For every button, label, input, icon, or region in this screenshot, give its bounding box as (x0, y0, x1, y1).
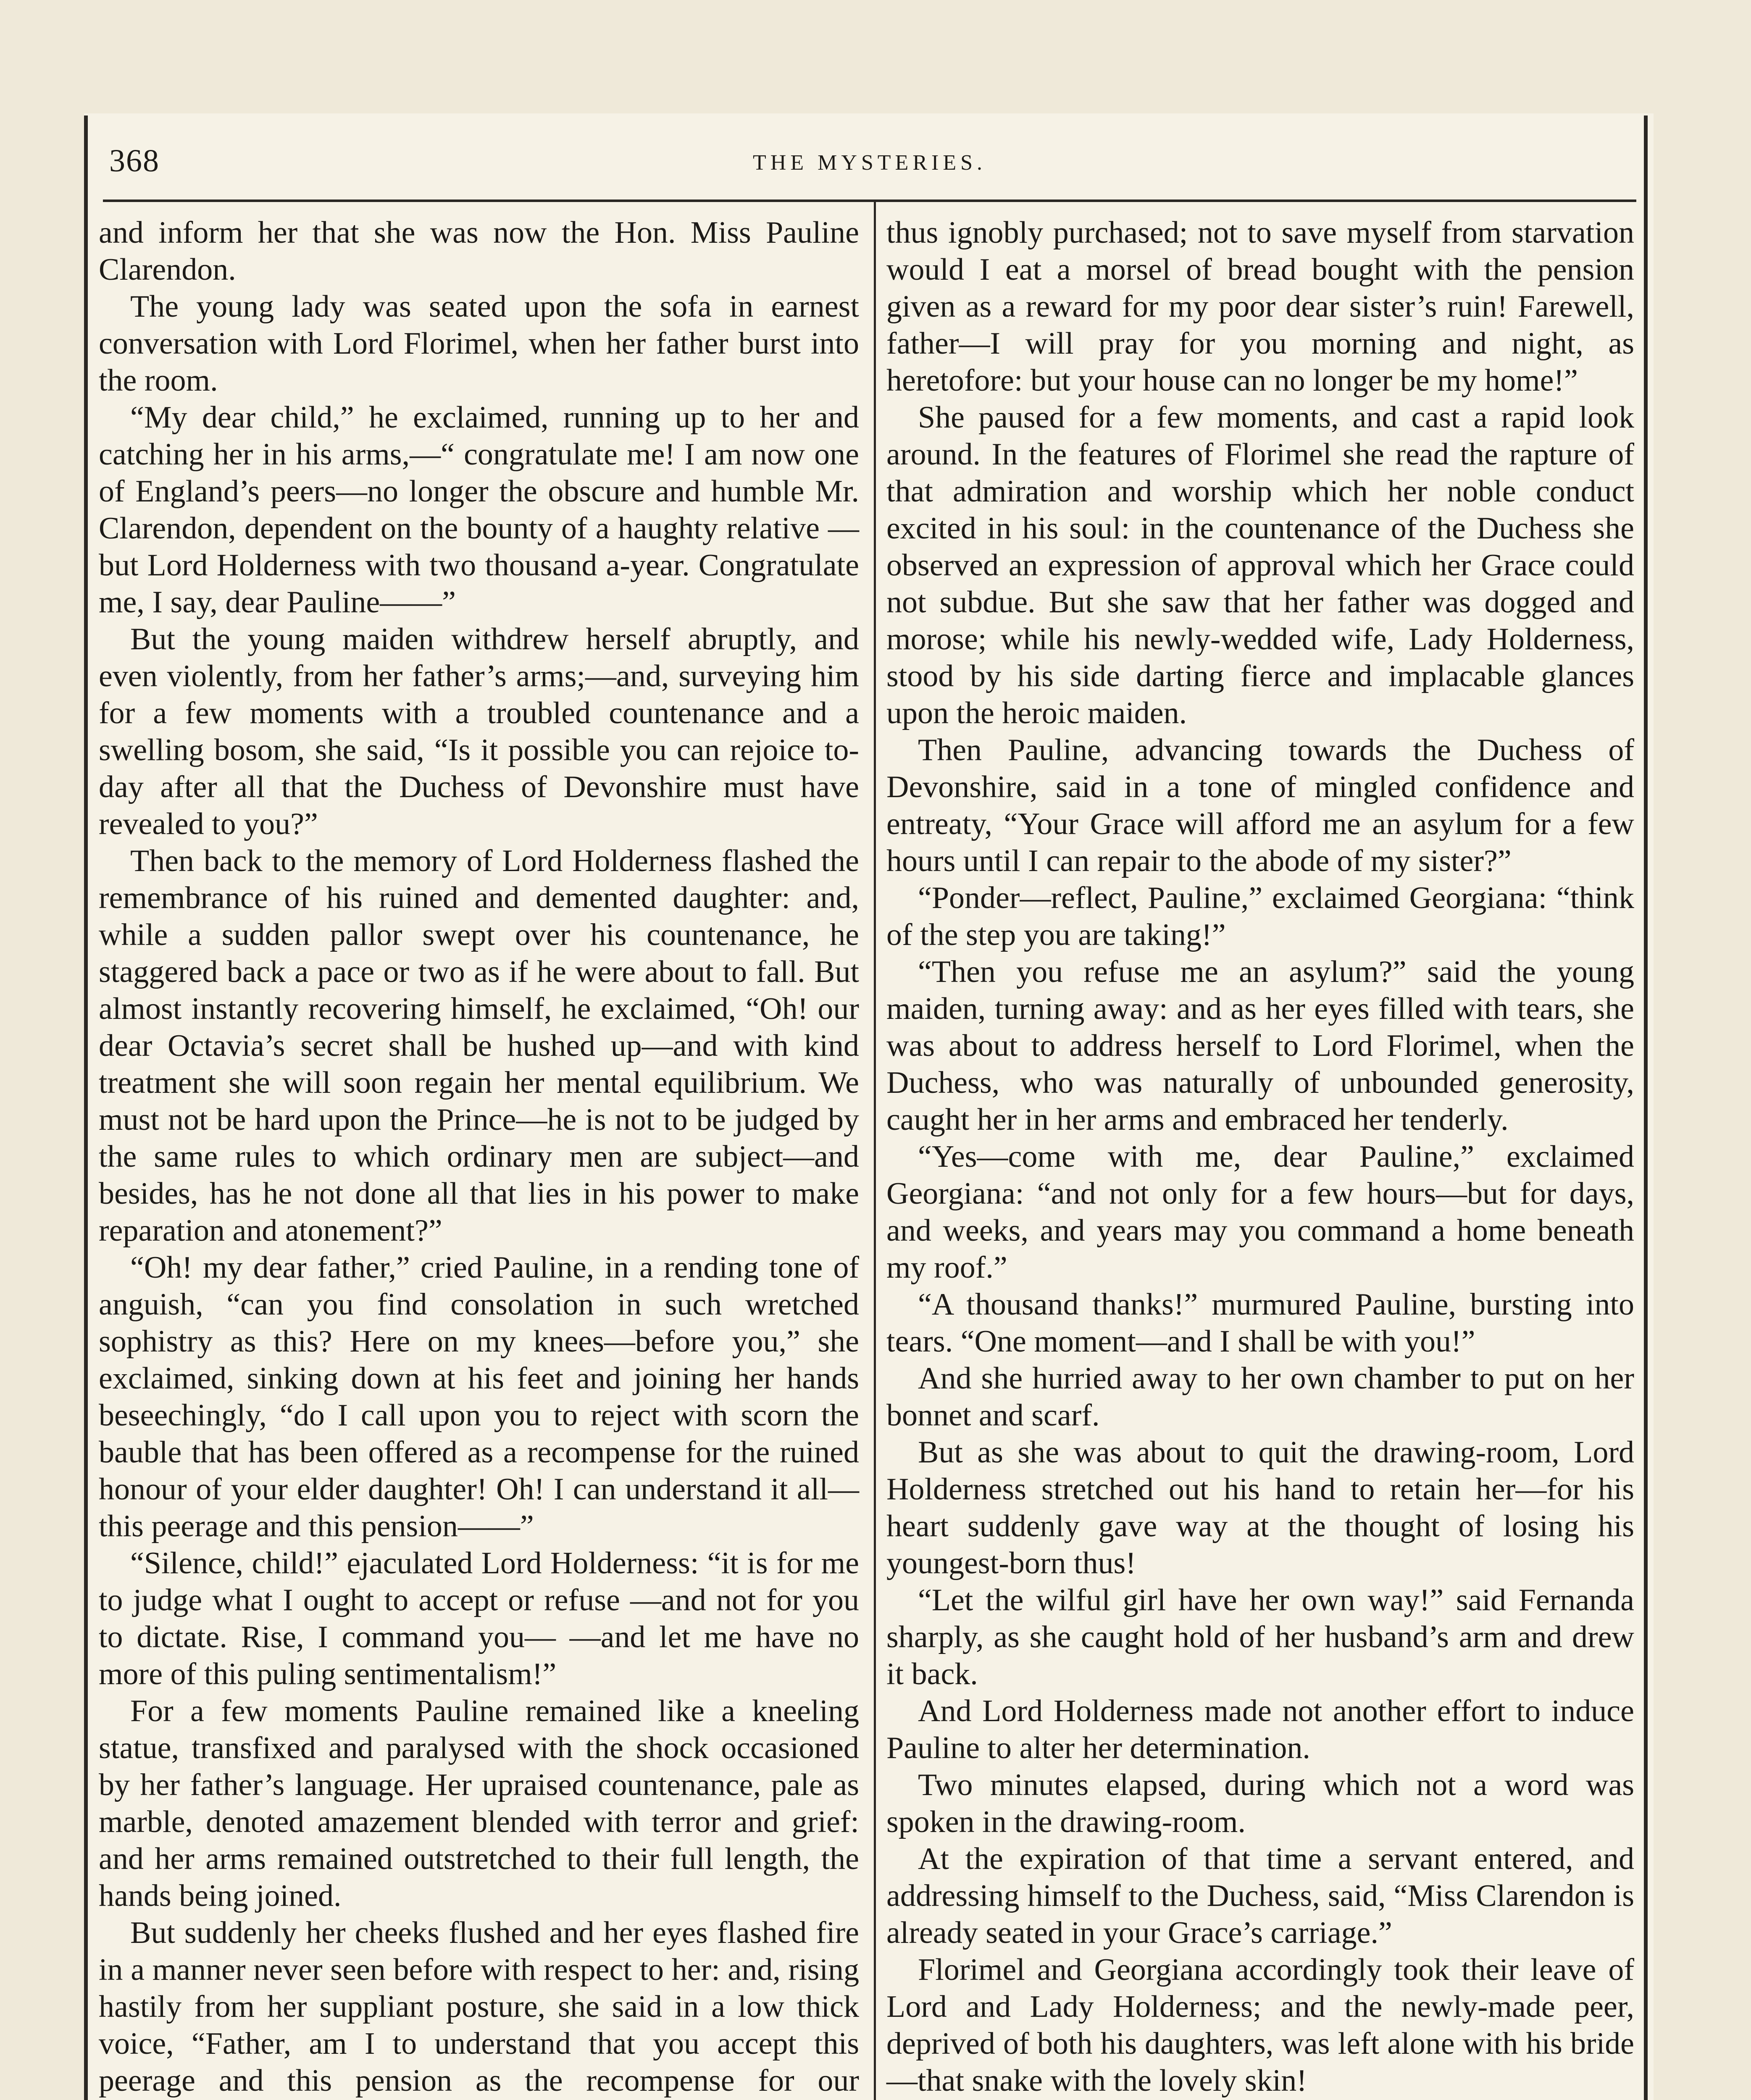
paragraph: “Then you refuse me an asylum?” said the young maiden, turning away: and as her eyes filled with tears, she was about to address herself to Lord Florimel, when the Duchess, who was naturally of unbounded generosity, caught her in her arms and embraced her tenderly. (886, 955, 1634, 1137)
paragraph: For a few moments Pauline remained like a kneeling statue, transfixed and paralysed with the shock occasioned by her father’s language. Her upraised countenance, pale as marble, denoted amazement blended with terror and grief: and her arms remained outstretched to their full length, the hands being joined. (99, 1694, 859, 1913)
paragraph: “My dear child,” he exclaimed, running up to her and catching her in his arms,—“ congratulate me! I am now one of England’s peers—no longer the obscure and humble Mr. Clarendon, dependent on the bounty of a haughty relative — but Lord Holderness with two thousand a-year. Congratulate me, I say, dear Pauline——” (99, 400, 859, 620)
column-divider (874, 202, 876, 2100)
paragraph: Florimel and Georgiana accordingly took their leave of Lord and Lady Holderness; and the newly-made peer, deprived of both his daughters, was left alone with his bride—that snake with the lovely skin! (886, 1953, 1634, 2098)
paragraph: She paused for a few moments, and cast a rapid look around. In the features of Florimel she read the rapture of that admiration and worship which her noble conduct excited in his soul: in the countenance of the Duchess she observed an expression of approval which her Grace could not subdue. But she saw that her father was dogged and morose; while his newly-wedded wife, Lady Holderness, stood by his side darting fierce and implacable glances upon the heroic maiden. (886, 400, 1634, 730)
paragraph: At the expiration of that time a servant entered, and addressing himself to the Duchess, said, “Miss Clarendon is already seated in your Grace’s carriage.” (886, 1842, 1634, 1950)
running-title: THE MYSTERIES. (753, 151, 986, 175)
paragraph: But suddenly her cheeks flushed and her eyes flashed fire in a manner never seen before with respect to her: and, rising hastily from her suppliant posture, she said in a low thick voice, “Father, am I to understand that you accept this peerage and this pension as the recompense for our (99, 1916, 859, 2098)
paragraph: thus ignobly purchased; not to save myself from starvation would I eat a morsel of bread bought with the pension given as a reward for my poor dear sister’s ruin! Farewell, father—I will pray for you morning and night, as heretofore: but your house can no longer be my home!” (886, 215, 1634, 398)
paragraph: Then back to the memory of Lord Holderness flashed the remembrance of his ruined and demented daughter: and, while a sudden pallor swept over his countenance, he staggered back a pace or two as if he were about to fall. But almost instantly recovering himself, he exclaimed, “Oh! our dear Octavia’s secret shall be hushed up—and with kind treatment she will soon regain her mental equilibrium. We must not be hard upon the Prince—he is not to be judged by the same rules to which ordinary men are subject—and besides, has he not done all that lies in his power to make reparation and atonement?” (99, 844, 859, 1248)
paragraph: “Oh! my dear father,” cried Pauline, in a rending tone of anguish, “can you find consolation in such wretched sophistry as this? Here on my knees—before you,” she exclaimed, sinking down at his feet and joining her hands beseechingly, “do I call upon you to reject with scorn the bauble that has been offered as a recompense for the ruined honour of your elder daughter! Oh! I can understand it all—this peerage and this pension——” (99, 1250, 859, 1544)
paragraph: “Ponder—reflect, Pauline,” exclaimed Georgiana: “think of the step you are taking!” (886, 881, 1634, 952)
right-column (886, 214, 1634, 2100)
paragraph: “Silence, child!” ejaculated Lord Holderness: “it is for me to judge what I ought to accept or refuse —and not for you to dictate. Rise, I command you— —and let me have no more of this puling sentimentalism!” (99, 1546, 859, 1691)
paragraph: And she hurried away to her own chamber to put on her bonnet and scarf. (886, 1361, 1634, 1433)
paragraph: “Yes—come with me, dear Pauline,” exclaimed Georgiana: “and not only for a few hours—but for days, and weeks, and years may you command a home beneath my roof.” (886, 1139, 1634, 1285)
paragraph: Then Pauline, advancing towards the Duchess of Devonshire, said in a tone of mingled confidence and entreaty, “Your Grace will afford me an asylum for a few hours until I can repair to the abode of my sister?” (886, 733, 1634, 878)
paragraph: Two minutes elapsed, during which not a word was spoken in the drawing-room. (886, 1768, 1634, 1839)
paragraph: “Let the wilful girl have her own way!” said Fernanda sharply, as she caught hold of her husband’s arm and drew it back. (886, 1583, 1634, 1691)
paragraph: But the young maiden withdrew herself abruptly, and even violently, from her father’s arms;—and, surveying him for a few moments with a troubled countenance and a swelling bosom, she said, “Is it possible you can rejoice to-day after all that the Duchess of Devonshire must have revealed to you?” (99, 622, 859, 841)
paragraph: But as she was about to quit the drawing-room, Lord Holderness stretched out his hand to retain her—for his heart suddenly gave way at the thought of losing his youngest-born thus! (886, 1435, 1634, 1580)
paragraph: The young lady was seated upon the sofa in earnest conversation with Lord Florimel, when her father burst into the room. (99, 289, 859, 398)
paragraph: And Lord Holderness made not another effort to induce Pauline to alter her determination. (886, 1694, 1634, 1765)
paragraph: and inform her that she was now the Hon. Miss Pauline Clarendon. (99, 215, 859, 287)
page-header (109, 139, 1630, 189)
left-column (99, 214, 859, 2100)
header-rule (103, 200, 1636, 202)
paragraph: “A thousand thanks!” murmured Pauline, bursting into tears. “One moment—and I shall be with you!” (886, 1287, 1634, 1359)
page-number: 368 (109, 143, 160, 178)
